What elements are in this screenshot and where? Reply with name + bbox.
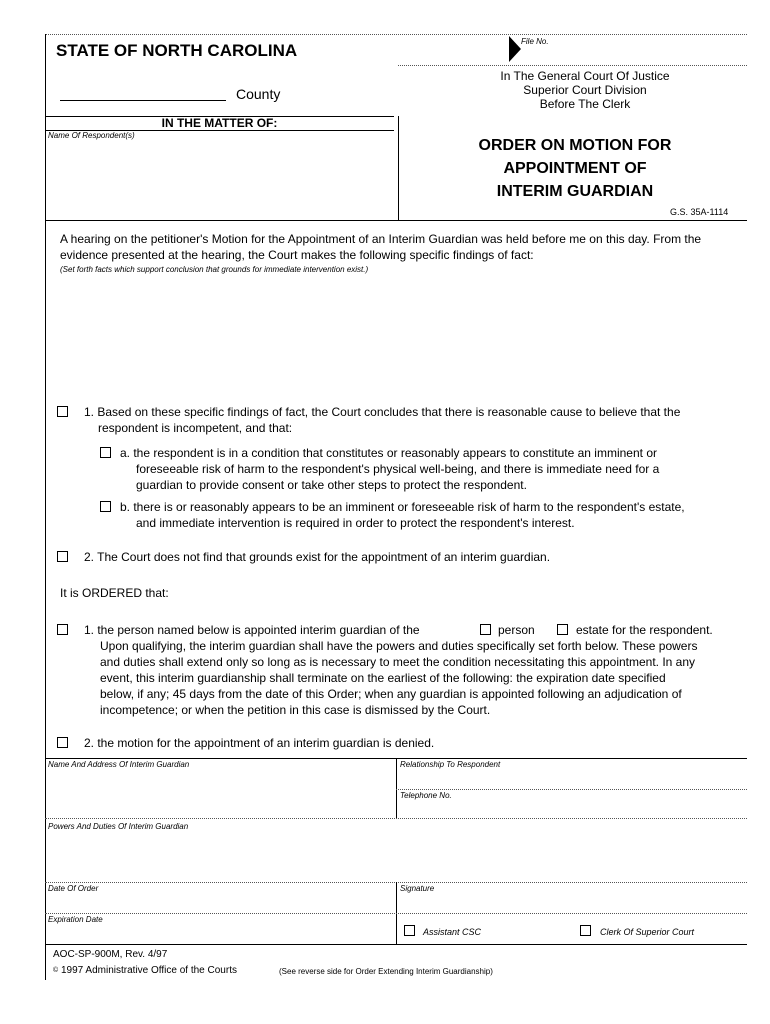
fields-divider-1 xyxy=(396,758,397,818)
file-no-label: File No. xyxy=(521,37,549,46)
relationship-underline xyxy=(396,789,747,790)
conclusion-1a-line-3: guardian to provide consent or take other steps to protect the respondent. xyxy=(136,478,527,492)
relationship-label: Relationship To Respondent xyxy=(400,760,501,769)
telephone-label: Telephone No. xyxy=(400,791,452,800)
top-border xyxy=(45,34,747,35)
order-1-line-2: Upon qualifying, the interim guardian shall have the powers and duties specifically set forth below. These powers xyxy=(100,639,698,653)
telephone-field[interactable] xyxy=(400,803,745,816)
respondent-label: Name Of Respondent(s) xyxy=(48,131,135,140)
conclusion-2-checkbox[interactable] xyxy=(57,551,68,562)
order-1-text xyxy=(100,638,697,718)
conclusion-1b-checkbox[interactable] xyxy=(100,501,111,512)
assistant-csc-label: Assistant CSC xyxy=(423,927,482,937)
conclusion-1a-line-1: a. the respondent is in a condition that constitutes or reasonably appears to constitute an imminent or xyxy=(120,446,657,460)
name-address-field[interactable] xyxy=(48,772,393,816)
estate-checkbox[interactable] xyxy=(557,624,568,635)
conclusion-1a-line-2: foreseeable risk of harm to the respondent's physical well-being, and there is immediate need for a xyxy=(136,462,660,476)
order-1-line-5: below, if any; 45 days from the date of this Order; when any guardian is appointed following an adjudication of xyxy=(100,687,682,701)
title-divider xyxy=(398,116,399,220)
order-1-checkbox[interactable] xyxy=(57,624,68,635)
court-line-1: In The General Court Of Justice xyxy=(500,69,670,83)
powers-duties-field[interactable] xyxy=(48,834,743,880)
findings-intro xyxy=(60,231,701,263)
file-no-field[interactable] xyxy=(525,48,740,62)
county-label: County xyxy=(236,86,281,102)
order-2-text: 2. the motion for the appointment of an interim guardian is denied. xyxy=(84,736,435,750)
powers-duties-label: Powers And Duties Of Interim Guardian xyxy=(48,822,189,831)
conclusion-1a-checkbox[interactable] xyxy=(100,447,111,458)
order-1-line-6: incompetence; or when the petition in this case is dismissed by the Court. xyxy=(100,703,491,717)
findings-text-area[interactable] xyxy=(60,280,740,395)
conclusion-1-line-2: respondent is incompetent, and that: xyxy=(98,421,293,435)
reverse-side-note: (See reverse side for Order Extending Interim Guardianship) xyxy=(279,967,493,976)
court-designation xyxy=(450,69,720,111)
date-of-order-label: Date Of Order xyxy=(48,884,99,893)
copyright-line xyxy=(53,965,237,976)
expiration-top-line xyxy=(45,913,747,914)
statute-reference: G.S. 35A-1114 xyxy=(670,207,729,217)
respondent-name-field[interactable] xyxy=(48,145,388,215)
signature-label: Signature xyxy=(400,884,435,893)
signature-field[interactable] xyxy=(400,896,745,912)
fields-bottom-line xyxy=(45,944,747,945)
estate-label: estate for the respondent. xyxy=(576,623,713,637)
court-line-3: Before The Clerk xyxy=(539,97,631,111)
expiration-date-label: Expiration Date xyxy=(48,915,103,924)
form-title xyxy=(420,134,730,203)
relationship-field[interactable] xyxy=(400,772,745,786)
powers-top-line xyxy=(45,818,747,819)
findings-instruction: (Set forth facts which support conclusion that grounds for immediate intervention exist.) xyxy=(60,265,369,274)
copyright-symbol: © xyxy=(53,967,59,974)
order-1-first-line: 1. the person named below is appointed interim guardian of the xyxy=(84,623,420,637)
clerk-checkbox[interactable] xyxy=(580,925,591,936)
conclusion-1-checkbox[interactable] xyxy=(57,406,68,417)
conclusion-2-text: 2. The Court does not find that grounds exist for the appointment of an interim guardian. xyxy=(84,550,551,564)
state-heading: STATE OF NORTH CAROLINA xyxy=(56,41,298,60)
person-checkbox[interactable] xyxy=(480,624,491,635)
left-border xyxy=(45,34,46,980)
form-number: AOC-SP-900M, Rev. 4/97 xyxy=(53,949,168,960)
conclusion-1a-text xyxy=(120,445,659,493)
assistant-csc-checkbox[interactable] xyxy=(404,925,415,936)
order-1-line-4: event, this interim guardianship shall terminate on the earliest of the following: the expiration date specified xyxy=(100,671,666,685)
order-1-line-3: and duties shall extend only so long as is necessary to meet the condition necessitating this appointment. In any xyxy=(100,655,696,669)
person-label: person xyxy=(498,623,535,637)
order-2-checkbox[interactable] xyxy=(57,737,68,748)
name-address-label: Name And Address Of Interim Guardian xyxy=(48,760,190,769)
title-line-2: APPOINTMENT OF xyxy=(503,160,647,177)
in-the-matter-of: IN THE MATTER OF: xyxy=(161,116,278,130)
file-no-underline xyxy=(398,65,747,66)
findings-intro-line-2: evidence presented at the hearing, the Court makes the following specific findings of fact: xyxy=(60,248,534,262)
header-bottom-line xyxy=(45,220,747,221)
copyright-text: 1997 Administrative Office of the Courts xyxy=(60,965,237,976)
title-line-1: ORDER ON MOTION FOR xyxy=(478,137,672,154)
date-of-order-field[interactable] xyxy=(48,896,393,910)
county-name-field[interactable] xyxy=(60,86,226,101)
conclusion-1-text xyxy=(84,404,680,436)
conclusion-1-line-1: 1. Based on these specific findings of fact, the Court concludes that there is reasonable cause to believe that the xyxy=(84,405,681,419)
conclusion-1b-line-1: b. there is or reasonably appears to be an imminent or foreseeable risk of harm to the respondent's estate, xyxy=(120,500,685,514)
conclusion-1b-text xyxy=(120,499,685,531)
conclusion-1b-line-2: and immediate intervention is required in order to protect the respondent's interest. xyxy=(136,516,575,530)
findings-intro-line-1: A hearing on the petitioner's Motion for the Appointment of an Interim Guardian was held before me on this day. From the xyxy=(60,232,702,246)
title-line-3: INTERIM GUARDIAN xyxy=(496,183,654,200)
court-line-2: Superior Court Division xyxy=(523,83,647,97)
clerk-label: Clerk Of Superior Court xyxy=(600,927,695,937)
expiration-date-field[interactable] xyxy=(48,927,393,941)
file-no-arrow-icon xyxy=(509,36,521,62)
order-heading: It is ORDERED that: xyxy=(60,586,169,600)
